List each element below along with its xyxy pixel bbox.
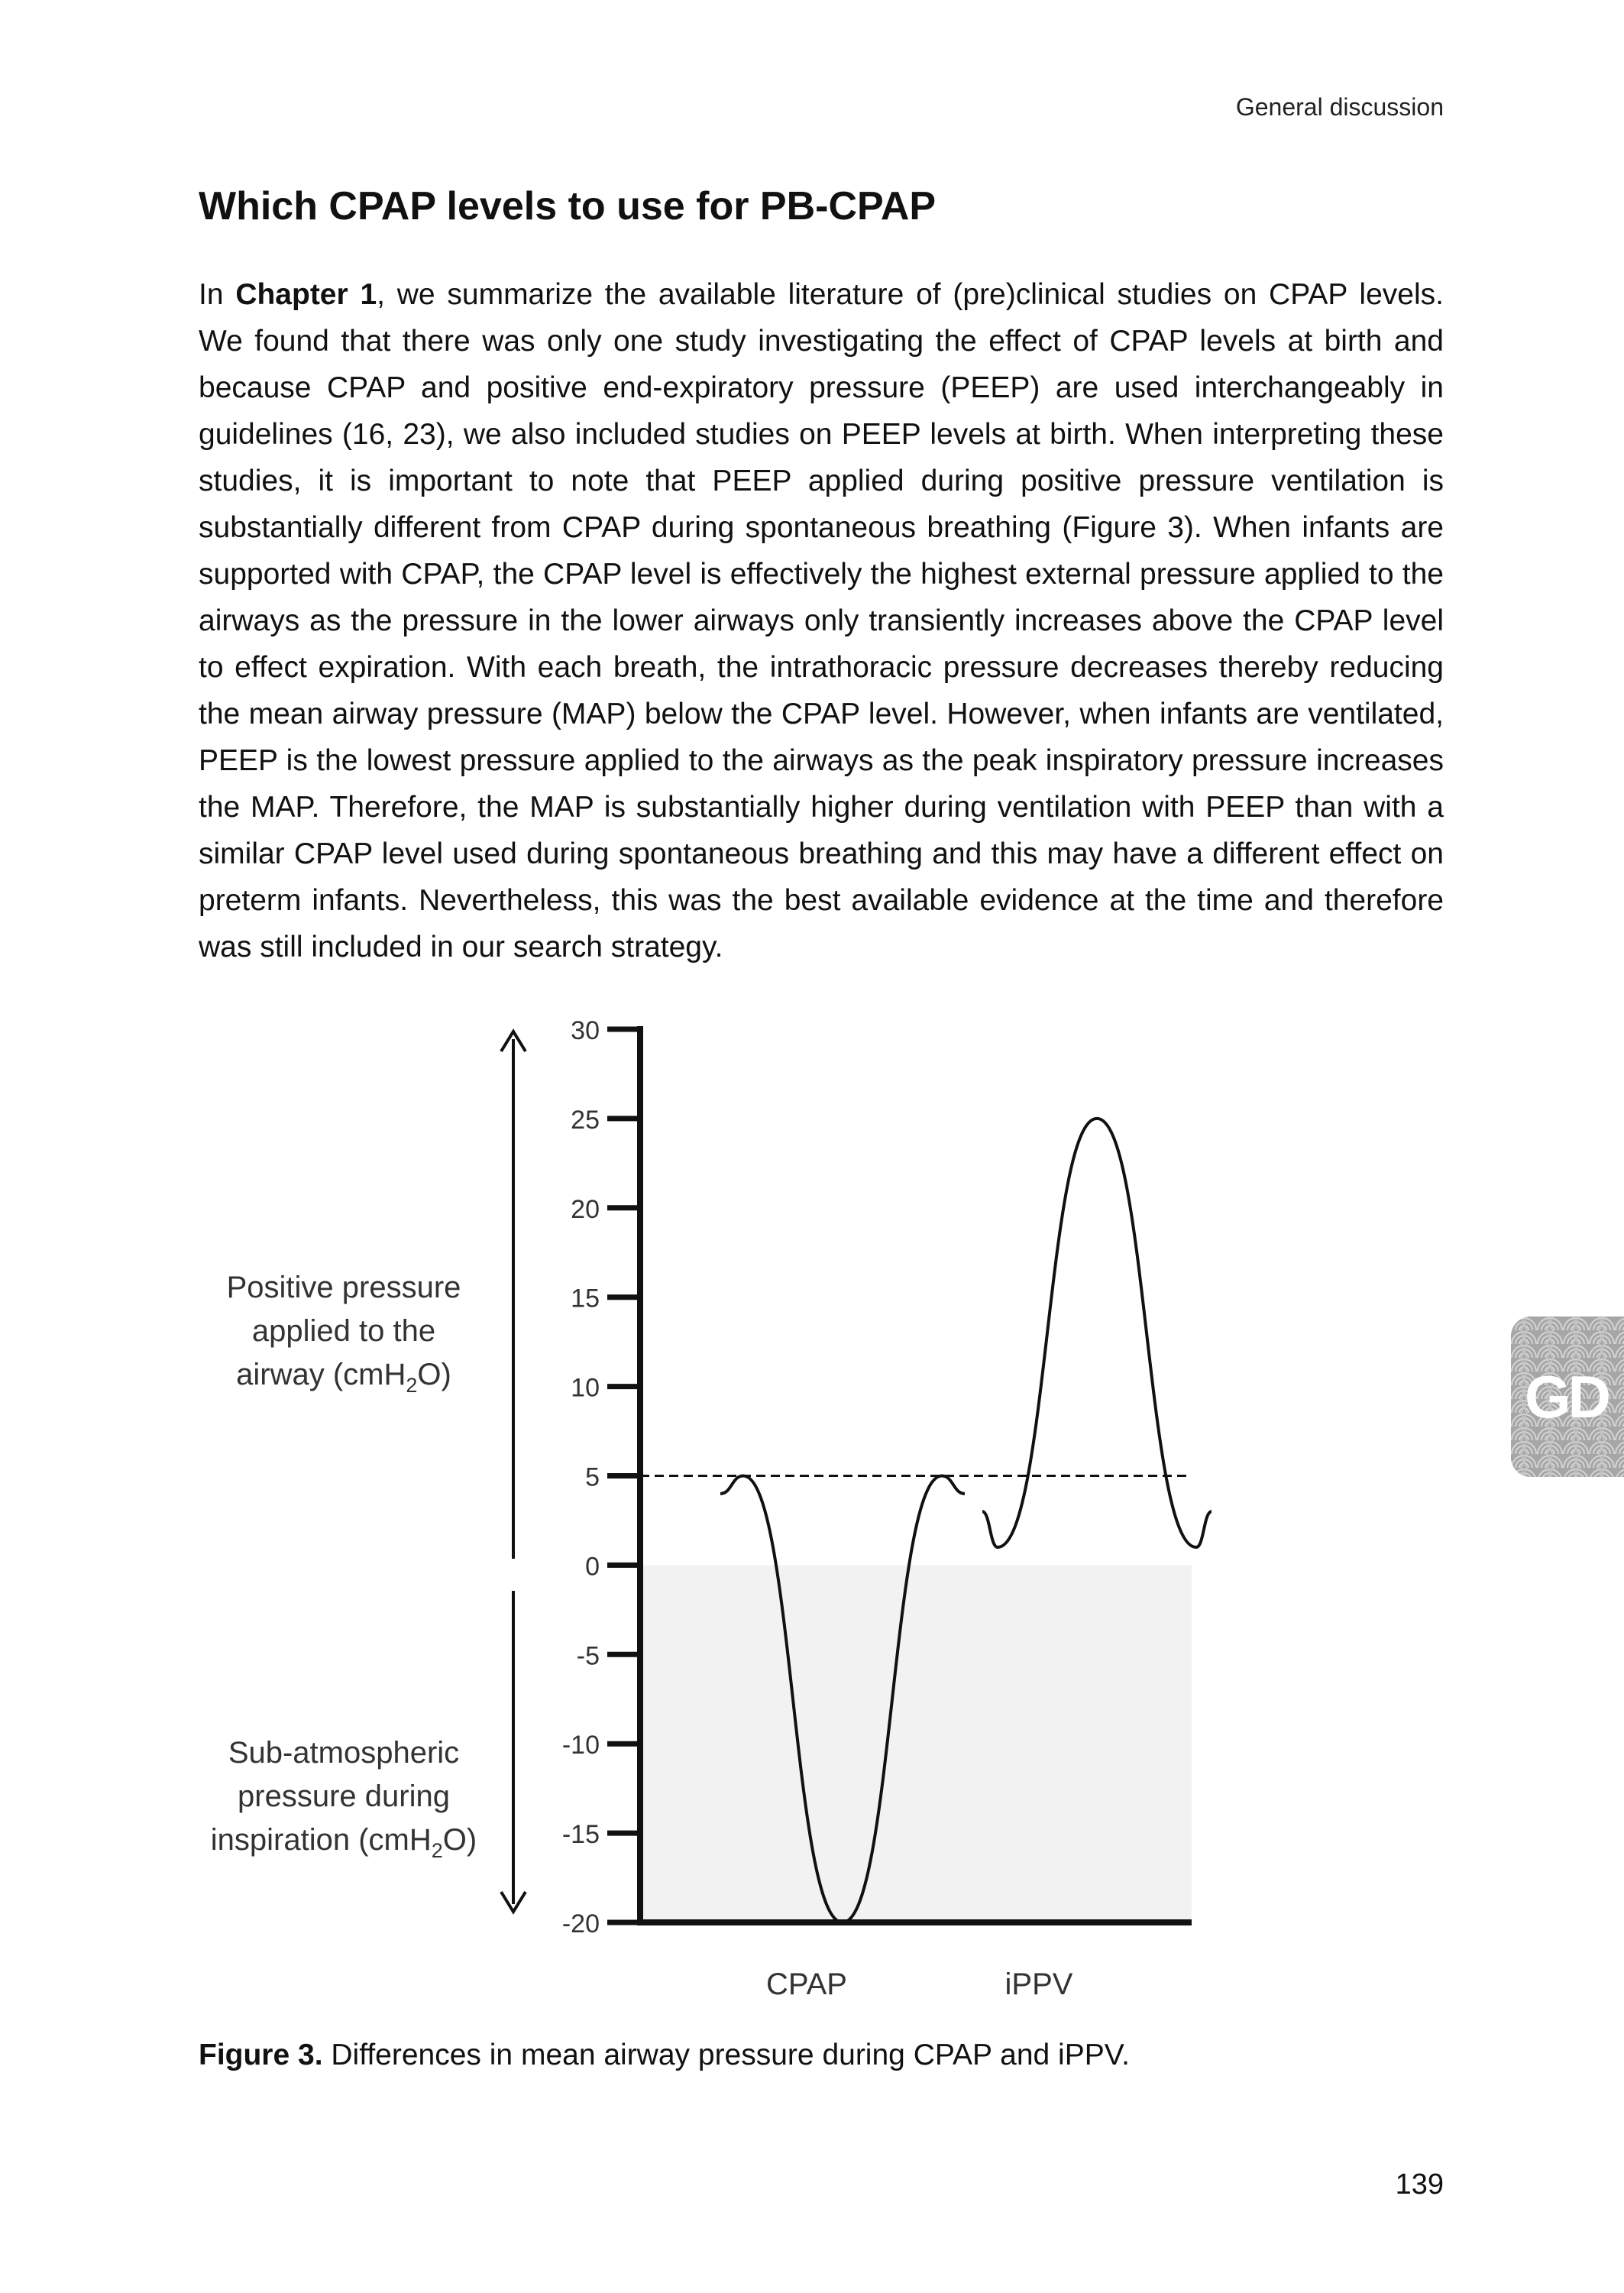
- y-tick-label: 30: [571, 1016, 600, 1045]
- y-tick-label: 15: [571, 1284, 600, 1313]
- sub-atmospheric-shaded-region: [640, 1565, 1192, 1922]
- y-label-negative-line-2: pressure during: [238, 1780, 450, 1813]
- paragraph-rest: , we summarize the available literature of (pre)clinical studies on CPAP levels. We found that there was only one study investigating the effect of CPAP levels at birth and because CPAP and positive end-expiratory pressure (PEEP) are used interchangeably in guidelines (16, 23), we also included studies on PEEP levels at birth. When interpreting these studies, it is important to note that PEEP applied during positive pressure ventilation is substantially different from CPAP during spontaneous breathing (Figure 3). When infants are supported with CPAP, the CPAP level is effectively the highest external pressure applied to the airways as the pressure in the lower airways only transiently increases above the CPAP level to effect expiration. With each breath, the intrathoracic pressure decreases thereby reducing the mean airway pressure (MAP) below the CPAP level. However, when infants are ventilated, PEEP is the lowest pressure applied to the airways as the peak inspiratory pressure increases the MAP. Therefore, the MAP is substantially higher during ventilation with PEEP than with a similar CPAP level used during spontaneous breathing and this may have a different effect on preterm infants. Nevertheless, this was the best available evidence at the time and therefore was still included in our search strategy.: [199, 278, 1444, 964]
- page-number: 139: [1395, 2168, 1444, 2201]
- figure-label: Figure 3.: [199, 2039, 323, 2071]
- figure-caption-text: Differences in mean airway pressure during CPAP and iPPV.: [322, 2039, 1130, 2071]
- y-label-negative-line-3: inspiration (cmH$_2$O): [210, 1823, 477, 1862]
- figure-caption: [199, 2039, 1130, 2072]
- y-tick-label: -10: [561, 1731, 600, 1760]
- chapter-tab: [1511, 1317, 1624, 1477]
- section-title: Which CPAP levels to use for PB-CPAP: [199, 184, 937, 228]
- category-label-ippv: iPPV: [1004, 1968, 1073, 2001]
- y-tick-label: -20: [561, 1909, 600, 1938]
- y-label-positive-line-2: applied to the: [251, 1314, 436, 1348]
- y-tick-label: 10: [571, 1373, 600, 1403]
- y-tick-label: -5: [576, 1641, 600, 1671]
- y-label-negative-line-1: Sub-atmospheric: [228, 1736, 460, 1770]
- chapter-reference: Chapter 1: [235, 278, 377, 311]
- y-tick-label: 25: [571, 1105, 600, 1135]
- y-tick-label: -15: [561, 1820, 600, 1850]
- category-label-cpap: CPAP: [766, 1968, 847, 2001]
- y-tick-label: 5: [585, 1462, 600, 1492]
- y-label-positive-line-1: Positive pressure: [226, 1271, 461, 1304]
- y-label-positive-line-3: airway (cmH$_2$O): [236, 1358, 451, 1397]
- paragraph-lead: In: [199, 278, 236, 311]
- chapter-tab-label: GD: [1525, 1363, 1608, 1430]
- running-head: General discussion: [1235, 93, 1444, 121]
- y-tick-label: 0: [585, 1552, 600, 1582]
- y-tick-label: 20: [571, 1194, 600, 1224]
- series-ippv-curve: [982, 1119, 1212, 1547]
